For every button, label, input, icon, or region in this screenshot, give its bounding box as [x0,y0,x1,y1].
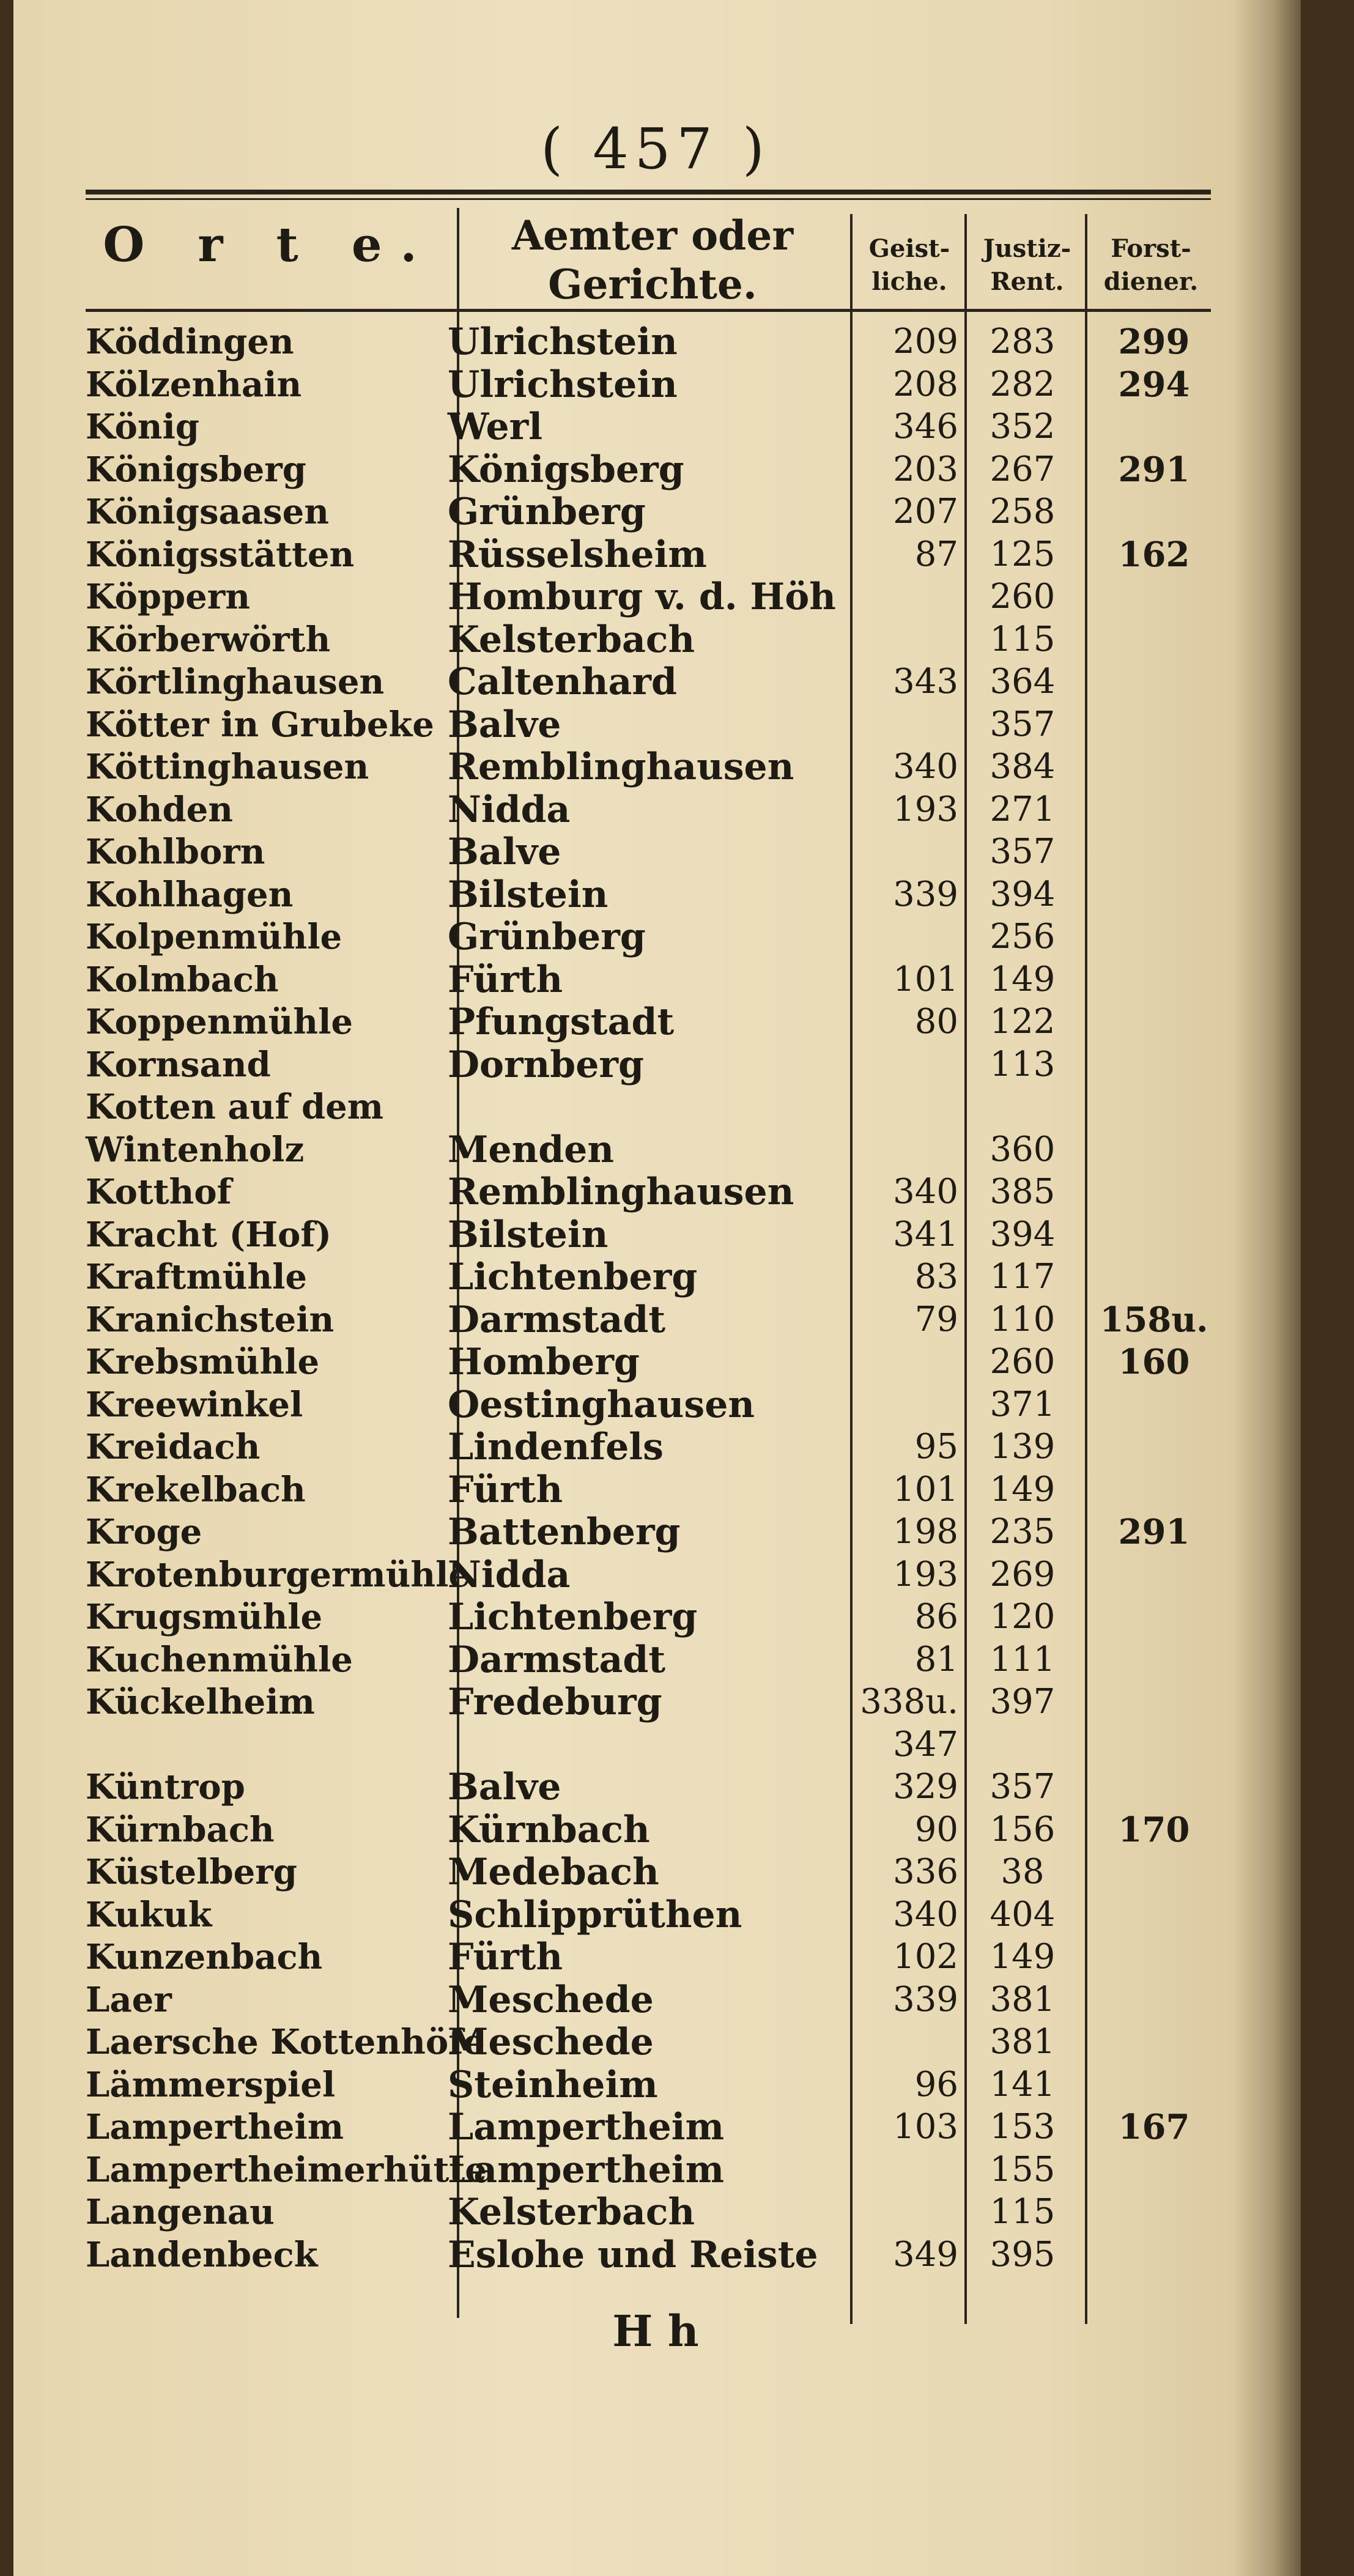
forstdiener-page [1096,1256,1212,1298]
geistliche-page: 193 [893,1554,958,1594]
header-forst-line2: diener. [1103,267,1199,296]
forstdiener-page [1096,1724,1212,1766]
justiz-rent-page [967,1086,1078,1128]
top-rule [86,190,1211,194]
office-name: Ulrichstein [448,320,678,363]
office-name: Lichtenberg [448,1596,698,1638]
table-row [13,1554,1301,1596]
office-name: Schlipprüthen [448,1893,742,1936]
justiz-rent-page: 122 [990,1002,1056,1042]
place-name: Kreidach [86,1427,261,1467]
table-row [13,1936,1301,1978]
justiz-rent-page: 110 [990,1299,1056,1339]
forstdiener-page [1096,406,1212,448]
office-name: Fredeburg [448,1681,662,1723]
geistliche-page [827,1044,958,1086]
justiz-rent-page: 117 [990,1257,1056,1297]
office-name: Darmstadt [448,1638,666,1681]
table-row [13,2106,1301,2148]
header-orte: O r t e. [103,217,435,273]
geistliche-page: 343 [893,662,958,701]
geistliche-page: 101 [893,1469,958,1509]
office-name: Oestinghausen [448,1383,755,1426]
justiz-rent-page: 156 [990,1809,1056,1849]
justiz-rent-page: 115 [990,619,1056,659]
geistliche-page: 79 [914,1299,958,1339]
forstdiener-page [1096,1214,1212,1256]
justiz-rent-page [967,1724,1078,1766]
office-name: Menden [448,1128,614,1171]
office-name: Fürth [448,1936,563,1978]
forstdiener-page [1096,1044,1212,1086]
office-name: Bilstein [448,1213,609,1256]
justiz-rent-page: 282 [990,364,1056,404]
justiz-rent-page: 360 [990,1129,1056,1169]
geistliche-page: 339 [893,1979,958,2019]
geistliche-page [827,704,958,746]
geistliche-page [827,831,958,873]
header-justiz-line1: Justiz- [983,234,1071,263]
office-name: Kürnbach [448,1808,650,1851]
justiz-rent-page: 394 [990,874,1056,914]
forstdiener-page [1096,916,1212,958]
office-name: Königsberg [448,448,684,491]
place-name: Kückelheim [86,1682,315,1722]
forstdiener-page [1096,2064,1212,2106]
forstdiener-page [1096,2191,1212,2233]
forstdiener-page: 299 [1118,322,1190,362]
place-name: Königsaasen [86,492,329,532]
place-name: Laer [86,1979,172,2020]
table-row [13,1681,1301,1723]
table-row [13,2234,1301,2276]
office-name [448,1724,839,1766]
place-name: Langenau [86,2192,275,2232]
office-name: Balve [448,831,561,873]
geistliche-page: 203 [893,449,958,489]
geistliche-page: 87 [914,534,958,574]
geistliche-page [827,576,958,618]
forstdiener-page [1096,1894,1212,1936]
forstdiener-page [1096,831,1212,873]
table-row [13,1299,1301,1341]
forstdiener-page [1096,1554,1212,1596]
place-name: Königsberg [86,449,306,490]
place-name: Kolmbach [86,959,279,1000]
office-name: Pfungstadt [448,1001,675,1043]
forstdiener-page: 294 [1118,364,1190,405]
geistliche-page: 208 [893,364,958,404]
header-geist-line2: liche. [871,267,947,296]
page-number: ( 457 ) [541,116,771,182]
table-row [13,619,1301,661]
geistliche-page: 96 [914,2064,958,2104]
place-name: Küntrop [86,1767,245,1807]
place-name: Kotten auf dem [86,1087,383,1127]
justiz-rent-page: 149 [990,1937,1056,1977]
office-name: Fürth [448,1468,563,1511]
justiz-rent-page: 256 [990,917,1056,957]
office-name: Homburg v. d. Höh [448,576,836,618]
forstdiener-page: 158u. [1100,1299,1208,1340]
geistliche-page: 340 [893,1172,958,1212]
place-name: Landenbeck [86,2234,318,2275]
table-row [13,2149,1301,2191]
office-name: Rüsselsheim [448,533,707,576]
place-name: Köppern [86,577,250,617]
justiz-rent-page: 397 [990,1682,1056,1722]
justiz-rent-page: 113 [990,1044,1056,1084]
place-name: Kroge [86,1512,202,1552]
place-name: Kunzenbach [86,1937,323,1977]
geistliche-page: 81 [914,1639,958,1679]
forstdiener-page [1096,1384,1212,1426]
table-row [13,491,1301,533]
office-name: Fürth [448,958,563,1001]
geistliche-page: 101 [893,959,958,999]
justiz-rent-page: 111 [990,1639,1056,1679]
justiz-rent-page: 260 [990,577,1056,616]
header-forst-line1: Forst- [1111,234,1191,263]
forstdiener-page [1096,874,1212,916]
signature-mark: H h [612,2306,699,2356]
forstdiener-page [1096,1086,1212,1128]
header-geistliche [854,232,964,298]
justiz-rent-page: 267 [990,449,1056,489]
table-row [13,1384,1301,1426]
table-row [13,1086,1301,1128]
justiz-rent-page: 357 [990,704,1056,744]
forstdiener-page: 167 [1118,2107,1190,2147]
geistliche-page: 339 [893,874,958,914]
office-name: Meschede [448,2021,654,2063]
office-name: Remblinghausen [448,1171,794,1213]
forstdiener-page [1096,1596,1212,1638]
table-row [13,874,1301,916]
table-row [13,1044,1301,1086]
forstdiener-page [1096,959,1212,1001]
forstdiener-page [1096,1469,1212,1511]
justiz-rent-page: 149 [990,1469,1056,1509]
justiz-rent-page: 155 [990,2149,1056,2189]
place-name: Laersche Kottenhöfe [86,2022,485,2062]
place-name: Kreewinkel [86,1384,303,1425]
justiz-rent-page: 352 [990,407,1056,446]
forstdiener-page [1096,2149,1212,2191]
justiz-rent-page: 404 [990,1894,1056,1934]
place-name: Kohden [86,789,234,830]
forstdiener-page [1096,2021,1212,2063]
place-name: Lämmerspiel [86,2064,336,2105]
geistliche-page [827,2191,958,2233]
forstdiener-page: 160 [1118,1342,1190,1382]
justiz-rent-page: 141 [990,2064,1056,2104]
place-name: Krebsmühle [86,1342,320,1382]
forstdiener-page [1096,1936,1212,1978]
geistliche-page [827,619,958,661]
office-name: Balve [448,703,561,746]
forstdiener-page [1096,1001,1212,1043]
place-name: Kotthof [86,1172,232,1212]
table-row [13,534,1301,576]
office-name: Homberg [448,1341,640,1383]
geistliche-page [827,1341,958,1383]
table-row [13,1511,1301,1553]
geistliche-page: 336 [893,1852,958,1892]
table-row [13,576,1301,618]
table-row [13,704,1301,746]
geistliche-page [827,2021,958,2063]
place-name: Krugsmühle [86,1597,323,1637]
header-geist-line1: Geist- [868,234,950,263]
forstdiener-page [1096,1681,1212,1723]
place-name: Lampertheimerhütte [86,2149,487,2190]
forstdiener-page [1096,1171,1212,1213]
geistliche-page: 329 [893,1767,958,1807]
forstdiener-page [1096,491,1212,533]
table-row [13,449,1301,490]
office-name: Werl [448,405,543,448]
table-row [13,406,1301,448]
forstdiener-page [1096,619,1212,661]
geistliche-page: 347 [893,1724,958,1764]
geistliche-page: 83 [914,1257,958,1297]
geistliche-page: 80 [914,1002,958,1042]
justiz-rent-page: 260 [990,1342,1056,1382]
office-name: Battenberg [448,1511,681,1553]
place-name: Kürnbach [86,1809,275,1850]
place-name: Kölzenhain [86,364,302,405]
geistliche-page: 340 [893,1894,958,1934]
header-aemter [463,211,842,309]
office-name: Grünberg [448,916,646,958]
office-name: Balve [448,1766,561,1808]
forstdiener-page [1096,1426,1212,1468]
header-aemter-line1: Aemter oder [511,212,794,259]
justiz-rent-page: 258 [990,492,1056,531]
header-aemter-line2: Gerichte. [548,261,757,308]
place-name: Lampertheim [86,2107,344,2147]
office-name: Lichtenberg [448,1256,698,1298]
place-name: Kranichstein [86,1299,335,1340]
office-name: Lindenfels [448,1426,664,1468]
table-row [13,1469,1301,1511]
office-name: Steinheim [448,2063,658,2106]
geistliche-page: 209 [893,322,958,361]
geistliche-page [827,1086,958,1128]
justiz-rent-page: 364 [990,662,1056,701]
office-name: Nidda [448,1553,571,1596]
forstdiener-page [1096,789,1212,831]
place-name: Körberwörth [86,619,331,660]
geistliche-page: 198 [893,1512,958,1552]
office-name: Nidda [448,788,571,831]
place-name: Krekelbach [86,1469,306,1510]
justiz-rent-page: 283 [990,322,1056,361]
place-name: Kraftmühle [86,1257,308,1297]
justiz-rent-page: 381 [990,1979,1056,2019]
place-name: Kukuk [86,1894,212,1935]
justiz-rent-page: 38 [1001,1852,1045,1892]
place-name: Wintenholz [86,1129,305,1170]
table-row [13,1426,1301,1468]
office-name: Bilstein [448,873,609,916]
table-row [13,746,1301,788]
justiz-rent-page: 381 [990,2022,1056,2062]
place-name: Küstelberg [86,1852,297,1892]
place-name: Koppenmühle [86,1002,353,1042]
table-row [13,1979,1301,2021]
office-name: Grünberg [448,490,646,533]
office-name: Medebach [448,1851,659,1893]
justiz-rent-page: 115 [990,2192,1056,2232]
table-row [13,1171,1301,1213]
office-name: Darmstadt [448,1298,666,1341]
place-name: Kornsand [86,1044,271,1085]
justiz-rent-page: 357 [990,1767,1056,1807]
justiz-rent-page: 139 [990,1427,1056,1467]
table-row [13,789,1301,831]
justiz-rent-page: 153 [990,2107,1056,2147]
table-row [13,2191,1301,2233]
justiz-rent-page: 125 [990,534,1056,574]
top-rule-thin [86,198,1211,200]
justiz-rent-page: 357 [990,832,1056,872]
forstdiener-page [1096,576,1212,618]
geistliche-page: 86 [914,1597,958,1637]
forstdiener-page [1096,661,1212,703]
table-row [13,1129,1301,1171]
geistliche-page: 95 [914,1427,958,1467]
justiz-rent-page: 395 [990,2234,1056,2274]
geistliche-page: 346 [893,407,958,446]
office-name: Caltenhard [448,661,677,703]
geistliche-page: 338u. [860,1682,958,1722]
forstdiener-page: 170 [1118,1809,1190,1850]
table-row [13,1596,1301,1638]
place-name: Königsstätten [86,534,355,575]
forstdiener-page: 291 [1118,1512,1190,1552]
justiz-rent-page: 120 [990,1597,1056,1637]
office-name: Kelsterbach [448,2191,695,2234]
geistliche-page: 340 [893,747,958,786]
book-page [13,0,1301,2576]
header-justiz-line2: Rent. [990,267,1064,296]
table-row [13,364,1301,405]
justiz-rent-page: 149 [990,959,1056,999]
table-row [13,2064,1301,2106]
justiz-rent-page: 394 [990,1214,1056,1254]
table-row [13,1851,1301,1893]
office-name: Kelsterbach [448,618,695,661]
office-name: Lampertheim [448,2148,725,2191]
table-row [13,321,1301,363]
table-row [13,1001,1301,1043]
geistliche-page: 207 [893,492,958,531]
forstdiener-page [1096,1851,1212,1893]
office-name: Meschede [448,1978,654,2021]
geistliche-page [827,1129,958,1171]
table-row [13,831,1301,873]
table-row [13,2021,1301,2063]
table-row [13,916,1301,958]
justiz-rent-page: 385 [990,1172,1056,1212]
place-name: Kolpenmühle [86,917,342,957]
forstdiener-page [1096,1979,1212,2021]
place-name [86,1724,428,1766]
forstdiener-page: 162 [1118,534,1190,575]
table-row [13,1341,1301,1383]
place-name: König [86,407,199,447]
justiz-rent-page: 271 [990,789,1056,829]
forstdiener-page [1096,2234,1212,2276]
place-name: Köddingen [86,322,294,362]
table-row [13,1766,1301,1808]
place-name: Köttinghausen [86,747,369,787]
geistliche-page: 341 [893,1214,958,1254]
header-justiz-rent [971,232,1084,298]
table-row [13,1214,1301,1256]
office-name: Eslohe und Reiste [448,2233,818,2276]
geistliche-page: 349 [893,2234,958,2274]
header-rule [86,309,1211,312]
geistliche-page: 90 [914,1809,958,1849]
geistliche-page [827,2149,958,2191]
place-name: Kohlhagen [86,874,294,915]
table-row [13,661,1301,703]
geistliche-page: 103 [893,2107,958,2147]
office-name: Remblinghausen [448,746,794,788]
geistliche-page: 193 [893,789,958,829]
justiz-rent-page: 235 [990,1512,1056,1552]
office-name: Lampertheim [448,2106,725,2149]
table-row [13,1639,1301,1681]
header-forstdiener [1090,232,1212,298]
place-name: Kracht (Hof) [86,1214,331,1255]
forstdiener-page [1096,1766,1212,1808]
place-name: Kohlborn [86,832,265,872]
geistliche-page [827,1384,958,1426]
table-row [13,1256,1301,1298]
geistliche-page: 102 [893,1937,958,1977]
place-name: Krotenburgermühle [86,1554,470,1595]
office-name: Ulrichstein [448,363,678,406]
office-name [448,1086,839,1128]
table-row [13,959,1301,1001]
justiz-rent-page: 371 [990,1384,1056,1424]
justiz-rent-page: 269 [990,1554,1056,1594]
forstdiener-page: 291 [1118,449,1190,490]
forstdiener-page [1096,1639,1212,1681]
place-name: Körtlinghausen [86,662,385,702]
justiz-rent-page: 384 [990,747,1056,786]
office-name: Dornberg [448,1043,644,1086]
forstdiener-page [1096,746,1212,788]
place-name: Kötter in Grubeke [86,704,434,745]
table-row [13,1724,1301,1766]
forstdiener-page [1096,1129,1212,1171]
forstdiener-page [1096,704,1212,746]
geistliche-page [827,916,958,958]
table-row [13,1809,1301,1851]
table-row [13,1894,1301,1936]
place-name: Kuchenmühle [86,1639,353,1680]
